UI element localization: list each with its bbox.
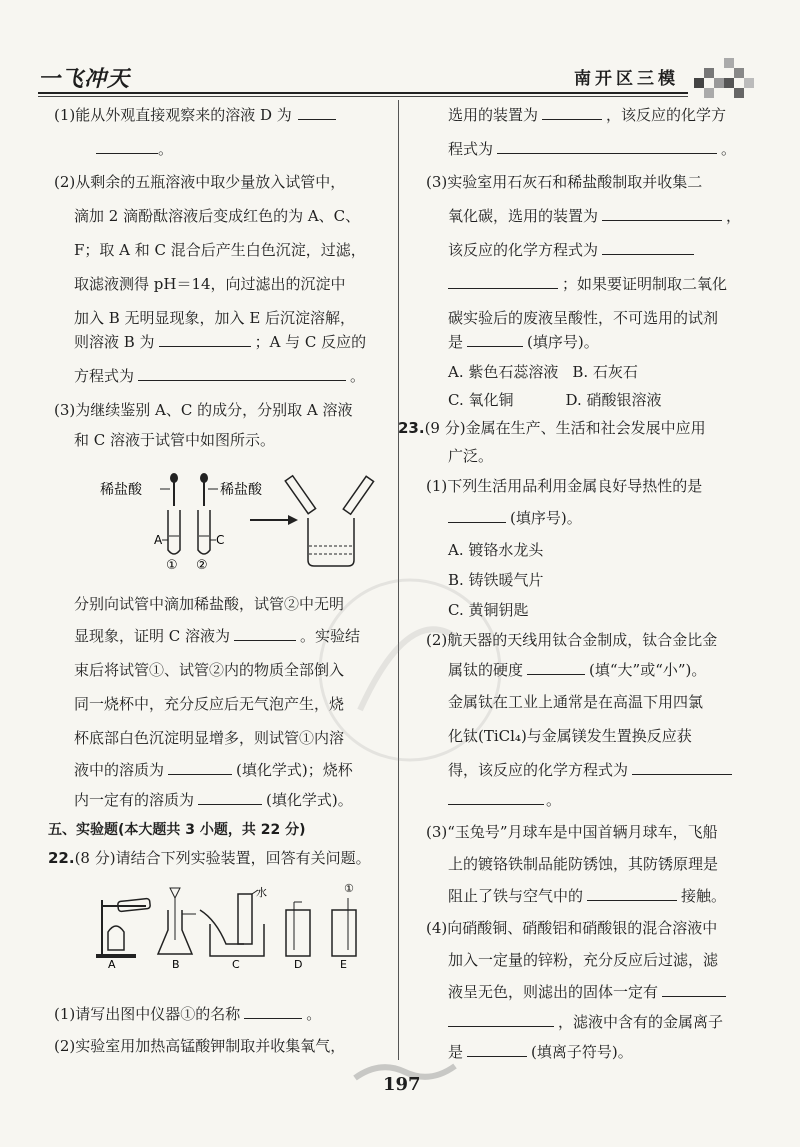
r-line: 是 (填离子符号)。	[448, 1043, 633, 1061]
r-line: 碳实验后的废液呈酸性，不可选用的试剂	[448, 309, 719, 327]
option-line	[448, 362, 638, 382]
section-heading: 五、实验题(本大题共 3 小题，共 22 分)	[48, 822, 306, 838]
r-line: 氧化碳，选用的装置为 ，	[448, 207, 742, 225]
q3-line: 液中的溶质为 (填化学式)；烧杯	[74, 761, 353, 779]
answer-blank[interactable]	[448, 508, 506, 523]
q3-line: 显现象，证明 C 溶液为 。实验结	[74, 627, 361, 645]
app-label-c: C	[232, 958, 240, 970]
r-line: 加入一定量的锌粉，充分反应后过滤，滤	[448, 951, 719, 969]
answer-blank[interactable]	[527, 660, 585, 675]
r-line: ；如果要证明制取二氧化	[448, 274, 727, 294]
option-c[interactable]: C. 黄铜钥匙	[448, 601, 529, 619]
app-label-e: E	[340, 958, 347, 970]
r-line: 化钛(TiCl₄)与金属镁发生置换反应获	[448, 727, 692, 745]
answer-blank[interactable]	[497, 139, 717, 154]
app-label-b: B	[172, 958, 180, 970]
answer-blank[interactable]	[662, 982, 726, 997]
r-line: 阻止了铁与空气中的 接触。	[448, 887, 727, 905]
r-line: 属钛的硬度 (填“大”或“小”)。	[448, 661, 707, 679]
r-line: (填序号)。	[448, 508, 582, 528]
app-label-water: 水	[256, 886, 267, 899]
header-rule	[38, 92, 688, 94]
q3-line: 同一烧杯中，充分反应后无气泡产生，烧	[74, 695, 345, 713]
answer-blank[interactable]	[542, 105, 602, 120]
r-line: (3)“玉兔号”月球车是中国首辆月球车，飞船	[426, 823, 718, 841]
answer-blank[interactable]	[244, 1004, 302, 1019]
option-c[interactable]: C. 氧化铜	[448, 391, 514, 409]
label-dilute-hcl-1: 稀盐酸	[100, 482, 142, 498]
r-line: (1)下列生活用品利用金属良好导热性的是	[426, 477, 703, 495]
checker-decoration	[694, 58, 754, 98]
apparatus-figure	[96, 880, 396, 970]
answer-blank[interactable]	[632, 760, 732, 775]
app-label-instrument-1: ①	[344, 882, 354, 895]
answer-blank[interactable]	[168, 760, 232, 775]
r-line: 程式为 。	[448, 140, 737, 158]
answer-blank[interactable]	[448, 790, 544, 805]
option-a[interactable]: A. 镀铬水龙头	[448, 541, 544, 559]
q2-line: (2)从剩余的五瓶溶液中取少量放入试管中，	[54, 173, 346, 191]
option-b[interactable]: B. 石灰石	[572, 363, 638, 381]
answer-blank[interactable]	[298, 105, 336, 120]
answer-blank[interactable]	[448, 274, 558, 289]
r-line: 液呈无色，则滤出的固体一定有	[448, 982, 726, 1002]
r-line: 广泛。	[448, 447, 494, 465]
r-line: ，滤液中含有的金属离子	[448, 1012, 723, 1032]
option-a[interactable]: A. 紫色石蕊溶液	[448, 363, 559, 381]
q2-line: 取滤液测得 pH＝14，向过滤出的沉淀中	[74, 275, 346, 293]
q3-line: 内一定有的溶质为 (填化学式)。	[74, 791, 353, 809]
label-a: A	[154, 533, 163, 547]
r-line: (3)实验室用石灰石和稀盐酸制取并收集二	[426, 173, 703, 191]
r-line: 。	[448, 790, 561, 810]
header-logo: 一飞冲天	[38, 67, 131, 92]
answer-blank[interactable]	[602, 206, 722, 221]
q2-line: 方程式为 。	[74, 367, 366, 385]
r-line: 金属钛在工业上通常是在高温下用四氯	[448, 693, 704, 711]
q3-line: 分别向试管中滴加稀盐酸，试管②中无明	[74, 595, 345, 613]
r-line: 上的镀铬铁制品能防锈蚀，其防锈原理是	[448, 855, 719, 873]
page-number: 197	[383, 1074, 421, 1095]
r-line: (4)向硝酸铜、硝酸铝和硝酸银的混合溶液中	[426, 919, 718, 937]
tube-number-1: ①	[166, 558, 178, 570]
answer-blank[interactable]	[602, 240, 694, 255]
tube-number-2: ②	[196, 558, 208, 570]
r-line: 得，该反应的化学方程式为	[448, 760, 732, 780]
q3-line: 杯底部白色沉淀明显增多，则试管①内溶	[74, 729, 345, 747]
label-dilute-hcl-2: 稀盐酸	[220, 482, 262, 498]
option-line	[448, 390, 662, 410]
q22-heading: 22.(8 分)请结合下列实验装置，回答有关问题。	[48, 849, 371, 867]
label-c: C	[216, 533, 225, 547]
q23-heading: 23.(9 分)金属在生产、生活和社会发展中应用	[398, 419, 706, 437]
header-rule-thin	[38, 96, 688, 97]
q2-line: 加入 B 无明显现象，加入 E 后沉淀溶解，	[74, 309, 356, 327]
answer-blank[interactable]	[448, 1012, 554, 1027]
q2-line: F；取 A 和 C 混合后产生白色沉淀，过滤，	[74, 241, 366, 259]
answer-blank[interactable]	[467, 1042, 527, 1057]
q22-2: (2)实验室用加热高锰酸钾制取并收集氧气，	[54, 1037, 346, 1055]
test-tube-figure	[100, 470, 400, 570]
answer-blank[interactable]	[587, 886, 677, 901]
q1-text-2: 。	[96, 139, 173, 159]
option-d[interactable]: D. 硝酸银溶液	[565, 391, 662, 409]
answer-blank[interactable]	[234, 626, 296, 641]
q22-1: (1)请写出图中仪器①的名称 。	[54, 1005, 322, 1023]
option-b[interactable]: B. 铸铁暖气片	[448, 571, 544, 589]
q3-line: 和 C 溶液于试管中如图所示。	[74, 431, 276, 449]
q1-text: (1)能从外观直接观察来的溶液 D 为	[54, 105, 336, 125]
q3-line: 束后将试管①、试管②内的物质全部倒入	[74, 661, 345, 679]
answer-blank[interactable]	[159, 332, 251, 347]
answer-blank[interactable]	[467, 332, 523, 347]
r-line: 是 (填序号)。	[448, 333, 599, 351]
answer-blank[interactable]	[96, 139, 158, 154]
app-label-a: A	[108, 958, 116, 970]
answer-blank[interactable]	[138, 366, 346, 381]
answer-blank[interactable]	[198, 790, 262, 805]
app-label-d: D	[294, 958, 303, 970]
q2-line: 则溶液 B 为 ；A 与 C 反应的	[74, 333, 367, 351]
q2-line: 滴加 2 滴酚酞溶液后变成红色的为 A、C、	[74, 207, 361, 225]
exam-title: 南开区三模	[574, 69, 679, 89]
r-line: 选用的装置为 ，该反应的化学方	[448, 106, 727, 124]
q3-line: (3)为继续鉴别 A、C 的成分，分别取 A 溶液	[54, 401, 353, 419]
r-line: (2)航天器的天线用钛合金制成，钛合金比金	[426, 631, 718, 649]
r-line: 该反应的化学方程式为	[448, 240, 694, 260]
